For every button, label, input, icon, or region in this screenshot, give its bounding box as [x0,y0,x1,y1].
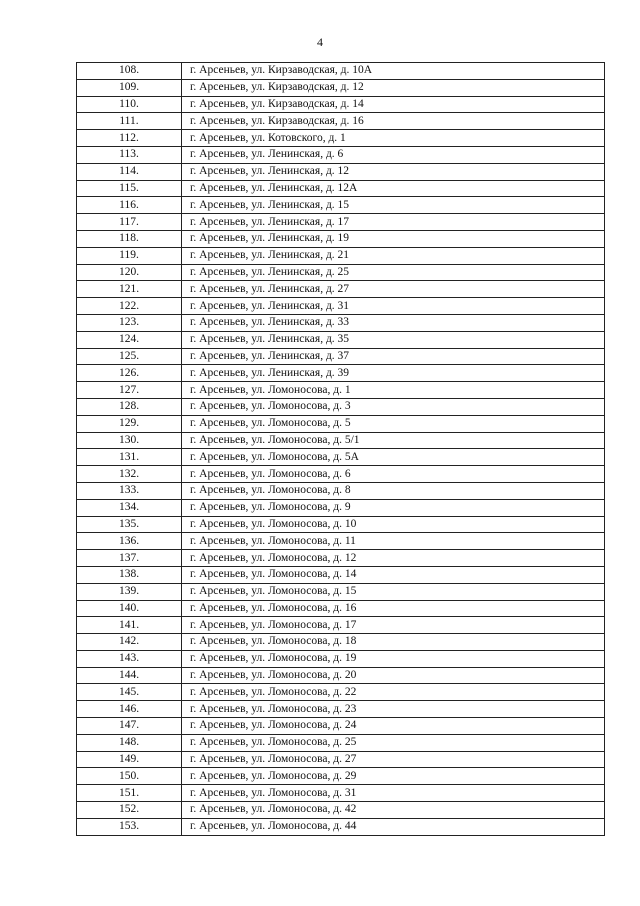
row-number: 110. [77,96,182,113]
row-number: 150. [77,768,182,785]
table-row [77,247,605,264]
table-row [77,550,605,567]
row-number: 140. [77,600,182,617]
row-address: г. Арсеньев, ул. Ленинская, д. 33 [182,314,605,331]
table-row [77,331,605,348]
table-row [77,684,605,701]
row-address: г. Арсеньев, ул. Ломоносова, д. 29 [182,768,605,785]
row-address: г. Арсеньев, ул. Ломоносова, д. 3 [182,398,605,415]
table-row [77,751,605,768]
table-row [77,482,605,499]
row-number: 147. [77,718,182,735]
row-address: г. Арсеньев, ул. Ломоносова, д. 18 [182,634,605,651]
address-table [76,62,605,836]
table-row [77,63,605,80]
row-address: г. Арсеньев, ул. Ломоносова, д. 16 [182,600,605,617]
table-row [77,701,605,718]
table-row [77,163,605,180]
row-address: г. Арсеньев, ул. Ленинская, д. 17 [182,214,605,231]
row-number: 121. [77,281,182,298]
row-address: г. Арсеньев, ул. Ленинская, д. 21 [182,247,605,264]
table-row [77,230,605,247]
table-row [77,583,605,600]
row-number: 119. [77,247,182,264]
row-address: г. Арсеньев, ул. Ломоносова, д. 5 [182,415,605,432]
row-number: 143. [77,650,182,667]
row-address: г. Арсеньев, ул. Ломоносова, д. 11 [182,533,605,550]
page-number: 4 [317,35,323,49]
row-number: 126. [77,365,182,382]
table-row [77,214,605,231]
table-row [77,818,605,835]
row-number: 116. [77,197,182,214]
row-number: 139. [77,583,182,600]
table-row [77,718,605,735]
row-address: г. Арсеньев, ул. Ломоносова, д. 22 [182,684,605,701]
row-number: 109. [77,79,182,96]
table-row [77,113,605,130]
row-address: г. Арсеньев, ул. Ломоносова, д. 24 [182,718,605,735]
table-row [77,768,605,785]
row-number: 113. [77,146,182,163]
row-number: 120. [77,264,182,281]
table-row [77,130,605,147]
row-address: г. Арсеньев, ул. Ленинская, д. 27 [182,281,605,298]
row-number: 112. [77,130,182,147]
row-number: 146. [77,701,182,718]
row-number: 152. [77,802,182,819]
table-row [77,802,605,819]
row-number: 122. [77,298,182,315]
table-row [77,298,605,315]
row-address: г. Арсеньев, ул. Кирзаводская, д. 14 [182,96,605,113]
table-row [77,96,605,113]
table-row [77,499,605,516]
row-number: 127. [77,382,182,399]
row-address: г. Арсеньев, ул. Ломоносова, д. 12 [182,550,605,567]
table-row [77,197,605,214]
row-address: г. Арсеньев, ул. Ломоносова, д. 9 [182,499,605,516]
table-row [77,516,605,533]
row-address: г. Арсеньев, ул. Ломоносова, д. 6 [182,466,605,483]
table-row [77,432,605,449]
table-row [77,180,605,197]
row-number: 142. [77,634,182,651]
row-address: г. Арсеньев, ул. Ломоносова, д. 5А [182,449,605,466]
table-row [77,734,605,751]
row-address: г. Арсеньев, ул. Ломоносова, д. 44 [182,818,605,835]
row-address: г. Арсеньев, ул. Ленинская, д. 6 [182,146,605,163]
table-row [77,634,605,651]
table-row [77,79,605,96]
table-row [77,449,605,466]
table-row [77,314,605,331]
row-address: г. Арсеньев, ул. Ленинская, д. 25 [182,264,605,281]
row-address: г. Арсеньев, ул. Кирзаводская, д. 10А [182,63,605,80]
table-row [77,264,605,281]
row-address: г. Арсеньев, ул. Ленинская, д. 39 [182,365,605,382]
row-number: 148. [77,734,182,751]
row-address: г. Арсеньев, ул. Ломоносова, д. 10 [182,516,605,533]
row-address: г. Арсеньев, ул. Ленинская, д. 37 [182,348,605,365]
row-number: 108. [77,63,182,80]
row-address: г. Арсеньев, ул. Ленинская, д. 35 [182,331,605,348]
table-row [77,382,605,399]
row-number: 144. [77,667,182,684]
row-number: 141. [77,617,182,634]
row-number: 111. [77,113,182,130]
row-address: г. Арсеньев, ул. Ленинская, д. 15 [182,197,605,214]
row-number: 138. [77,566,182,583]
row-address: г. Арсеньев, ул. Кирзаводская, д. 12 [182,79,605,96]
table-row [77,281,605,298]
row-address: г. Арсеньев, ул. Ломоносова, д. 27 [182,751,605,768]
row-number: 137. [77,550,182,567]
table-row [77,466,605,483]
row-address: г. Арсеньев, ул. Ломоносова, д. 42 [182,802,605,819]
row-number: 114. [77,163,182,180]
row-number: 125. [77,348,182,365]
row-number: 132. [77,466,182,483]
row-number: 151. [77,785,182,802]
table-row [77,533,605,550]
row-address: г. Арсеньев, ул. Ломоносова, д. 15 [182,583,605,600]
table-row [77,348,605,365]
table-row [77,415,605,432]
row-number: 124. [77,331,182,348]
row-number: 133. [77,482,182,499]
row-number: 134. [77,499,182,516]
table-row [77,600,605,617]
row-number: 123. [77,314,182,331]
row-address: г. Арсеньев, ул. Ломоносова, д. 5/1 [182,432,605,449]
row-address: г. Арсеньев, ул. Ленинская, д. 19 [182,230,605,247]
row-address: г. Арсеньев, ул. Ломоносова, д. 1 [182,382,605,399]
row-number: 136. [77,533,182,550]
row-address: г. Арсеньев, ул. Ломоносова, д. 17 [182,617,605,634]
address-table-body [77,63,605,836]
row-address: г. Арсеньев, ул. Ломоносова, д. 14 [182,566,605,583]
row-address: г. Арсеньев, ул. Ломоносова, д. 23 [182,701,605,718]
table-row [77,617,605,634]
row-address: г. Арсеньев, ул. Ломоносова, д. 19 [182,650,605,667]
row-number: 128. [77,398,182,415]
table-row [77,566,605,583]
row-number: 135. [77,516,182,533]
row-address: г. Арсеньев, ул. Котовского, д. 1 [182,130,605,147]
table-row [77,365,605,382]
row-address: г. Арсеньев, ул. Ленинская, д. 12А [182,180,605,197]
row-number: 153. [77,818,182,835]
row-address: г. Арсеньев, ул. Ломоносова, д. 31 [182,785,605,802]
table-row [77,785,605,802]
row-number: 118. [77,230,182,247]
row-address: г. Арсеньев, ул. Кирзаводская, д. 16 [182,113,605,130]
table-row [77,650,605,667]
row-number: 117. [77,214,182,231]
row-number: 115. [77,180,182,197]
table-row [77,146,605,163]
row-number: 149. [77,751,182,768]
row-address: г. Арсеньев, ул. Ленинская, д. 12 [182,163,605,180]
table-row [77,667,605,684]
row-number: 129. [77,415,182,432]
row-number: 131. [77,449,182,466]
row-address: г. Арсеньев, ул. Ломоносова, д. 8 [182,482,605,499]
row-address: г. Арсеньев, ул. Ломоносова, д. 25 [182,734,605,751]
row-address: г. Арсеньев, ул. Ленинская, д. 31 [182,298,605,315]
row-address: г. Арсеньев, ул. Ломоносова, д. 20 [182,667,605,684]
row-number: 130. [77,432,182,449]
table-row [77,398,605,415]
row-number: 145. [77,684,182,701]
